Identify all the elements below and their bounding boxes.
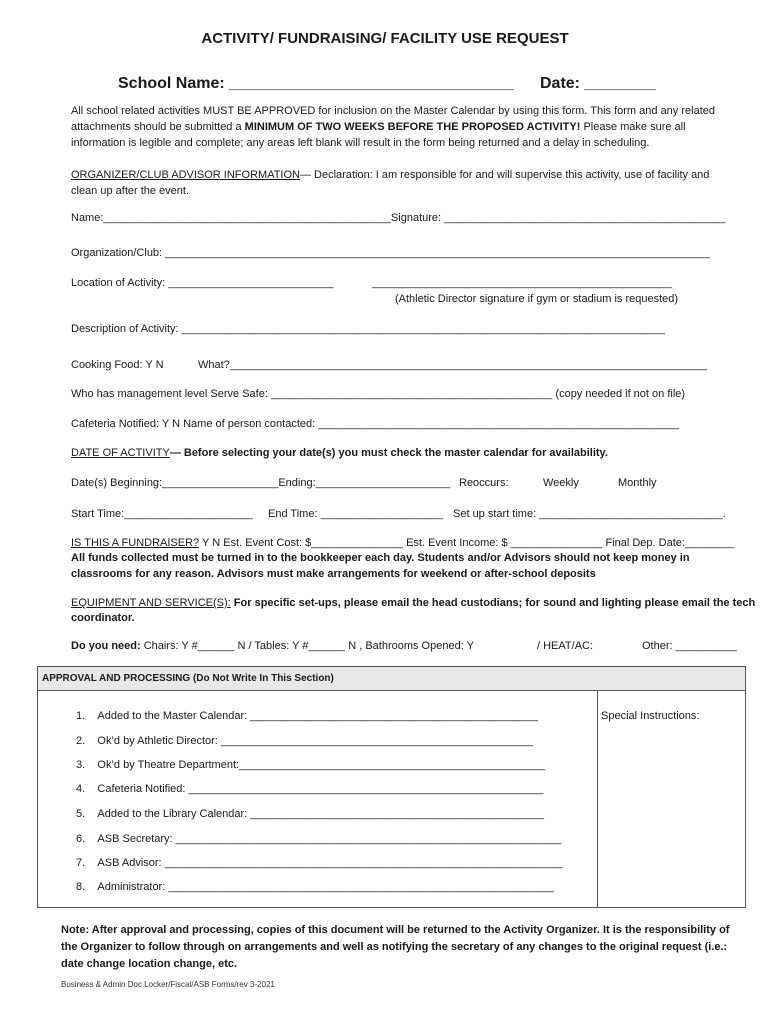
date-heading: DATE OF ACTIVITY	[71, 447, 170, 459]
approval-item[interactable]	[76, 735, 533, 747]
approval-item-text[interactable]: ASB Advisor: _________________________________________________________________	[97, 857, 563, 869]
monthly-option[interactable]: Monthly	[618, 477, 657, 489]
approval-box	[37, 666, 746, 908]
organization-field[interactable]: Organization/Club: _________________________________________________________________________________________	[71, 247, 710, 259]
approval-item-num: 3.	[76, 759, 86, 771]
date-note: — Before selecting your date(s) you must check the master calendar for availability.	[169, 447, 608, 459]
setup-time-field[interactable]: Set up start time: ______________________________.	[453, 508, 726, 520]
fundraiser-row[interactable]	[71, 537, 734, 549]
approval-divider	[597, 691, 598, 908]
approval-note: Note: After approval and processing, copies of this document will be returned to the Activity Organizer. It is the responsibility of the Organizer to follow through on arrangements and well as notifying the secretary of any changes to the original request (i.e.: date change location change, etc.	[61, 924, 730, 970]
end-time-field[interactable]: End Time: ____________________	[268, 508, 443, 520]
approval-item-text[interactable]: Added to the Master Calendar: _______________________________________________	[97, 710, 538, 722]
approval-item-num: 4.	[76, 783, 86, 795]
approval-item-num: 5.	[76, 808, 86, 820]
cafeteria-field[interactable]: Cafeteria Notified: Y N Name of person contacted: ___________________________________________________________	[71, 418, 680, 430]
approval-item[interactable]	[76, 783, 543, 795]
approval-item-num: 7.	[76, 857, 86, 869]
fundraiser-fields[interactable]: Y N Est. Event Cost: $_______________ Est. Event Income: $ _______________ Final Dep. Date:________	[199, 537, 734, 549]
form-title: ACTIVITY/ FUNDRAISING/ FACILITY USE REQUEST	[201, 30, 569, 47]
school-name-field[interactable]: School Name: ________________________________	[118, 75, 514, 92]
special-instructions-label: Special Instructions:	[601, 710, 700, 722]
equipment-heading: EQUIPMENT AND SERVICE(S):	[71, 597, 231, 609]
start-time-field[interactable]: Start Time:_____________________	[71, 508, 253, 520]
serve-safe-field[interactable]: Who has management level Serve Safe: ______________________________________________ (copy needed if not on file)	[71, 388, 686, 400]
equipment-note-1: For specific set-ups, please email the head custodians; for sound and lighting please email the tech	[230, 597, 756, 609]
intro-text-pre: All school related activities MUST BE APPROVED for inclusion on the Master Calendar by using this form. This form and any related attachments should be submitted a	[71, 105, 715, 133]
organizer-declaration: — Declaration: I am responsible for and will supervise this activity, use of facility and clean up after the event.	[71, 169, 710, 197]
fundraiser-note-2: classrooms for any reason. Advisors must make arrangements for weekend or after-school deposits	[71, 568, 596, 580]
athletic-director-signature-line[interactable]: _________________________________________________	[372, 277, 672, 289]
equipment-row	[71, 597, 755, 609]
approval-item-text[interactable]: Ok’d by Theatre Department:__________________________________________________	[97, 759, 545, 771]
approval-item[interactable]	[76, 833, 561, 845]
name-signature-field[interactable]: Name:_______________________________________________Signature: ______________________________________________	[71, 212, 726, 224]
approval-heading: APPROVAL AND PROCESSING (Do Not Write In This Section)	[38, 667, 745, 691]
footer-path: Business & Admin Doc Locker/Fiscal/ASB Forms/rev 3-2021	[61, 980, 275, 989]
approval-item[interactable]	[76, 881, 554, 893]
approval-item-num: 1.	[76, 710, 86, 722]
chairs-tables-bathrooms-field[interactable]: Chairs: Y #______ N / Tables: Y #______ N , Bathrooms Opened: Y	[140, 640, 474, 652]
approval-item-text[interactable]: Administrator: _______________________________________________________________	[97, 881, 554, 893]
date-range-field[interactable]: Date(s) Beginning:___________________Ending:______________________	[71, 477, 451, 489]
cooking-food-field[interactable]: Cooking Food: Y N	[71, 359, 164, 371]
approval-item-text[interactable]: Cafeteria Notified: __________________________________________________________	[97, 783, 544, 795]
intro-text-bold: MINIMUM OF TWO WEEKS BEFORE THE PROPOSED ACTIVITY!	[244, 121, 581, 133]
organizer-heading: ORGANIZER/CLUB ADVISOR INFORMATION	[71, 169, 300, 181]
do-you-need-row[interactable]	[71, 640, 474, 652]
approval-item[interactable]	[76, 710, 538, 722]
approval-item[interactable]	[76, 857, 562, 869]
location-field[interactable]: Location of Activity: ___________________________	[71, 277, 334, 289]
fundraiser-heading: IS THIS A FUNDRAISER?	[71, 537, 200, 549]
other-field[interactable]: Other: __________	[642, 640, 737, 652]
approval-item-num: 8.	[76, 881, 86, 893]
approval-item-text[interactable]: Added to the Library Calendar: ________________________________________________	[97, 808, 544, 820]
date-section-header	[71, 447, 608, 459]
date-field[interactable]: Date: ________	[540, 75, 656, 92]
organizer-section	[71, 167, 731, 199]
approval-item[interactable]	[76, 808, 544, 820]
fundraiser-note-1: All funds collected must be turned in to the bookkeeper each day. Students and/or Advisors should not keep money in	[71, 552, 690, 564]
do-you-need-label: Do you need:	[71, 640, 141, 652]
cooking-what-field[interactable]: What?______________________________________________________________________________	[198, 359, 707, 371]
weekly-option[interactable]: Weekly	[543, 477, 579, 489]
description-field[interactable]: Description of Activity: _______________________________________________________________________________	[71, 323, 665, 335]
approval-item[interactable]	[76, 759, 545, 771]
equipment-note-2: coordinator.	[71, 612, 135, 624]
approval-item-text[interactable]: Ok’d by Athletic Director: ___________________________________________________	[97, 735, 533, 747]
approval-item-num: 2.	[76, 735, 86, 747]
approval-item-num: 6.	[76, 833, 86, 845]
approval-item-text[interactable]: ASB Secretary: _______________________________________________________________	[97, 833, 562, 845]
heat-ac-field[interactable]: / HEAT/AC:	[537, 640, 594, 652]
athletic-director-note: (Athletic Director signature if gym or stadium is requested)	[395, 293, 679, 305]
reoccurs-label: Reoccurs:	[459, 477, 509, 489]
intro-text-post: Please make sure all information is legible and complete; any areas left blank will result in the form being returned and a delay in scheduling.	[71, 121, 686, 149]
intro-paragraph	[71, 103, 721, 151]
